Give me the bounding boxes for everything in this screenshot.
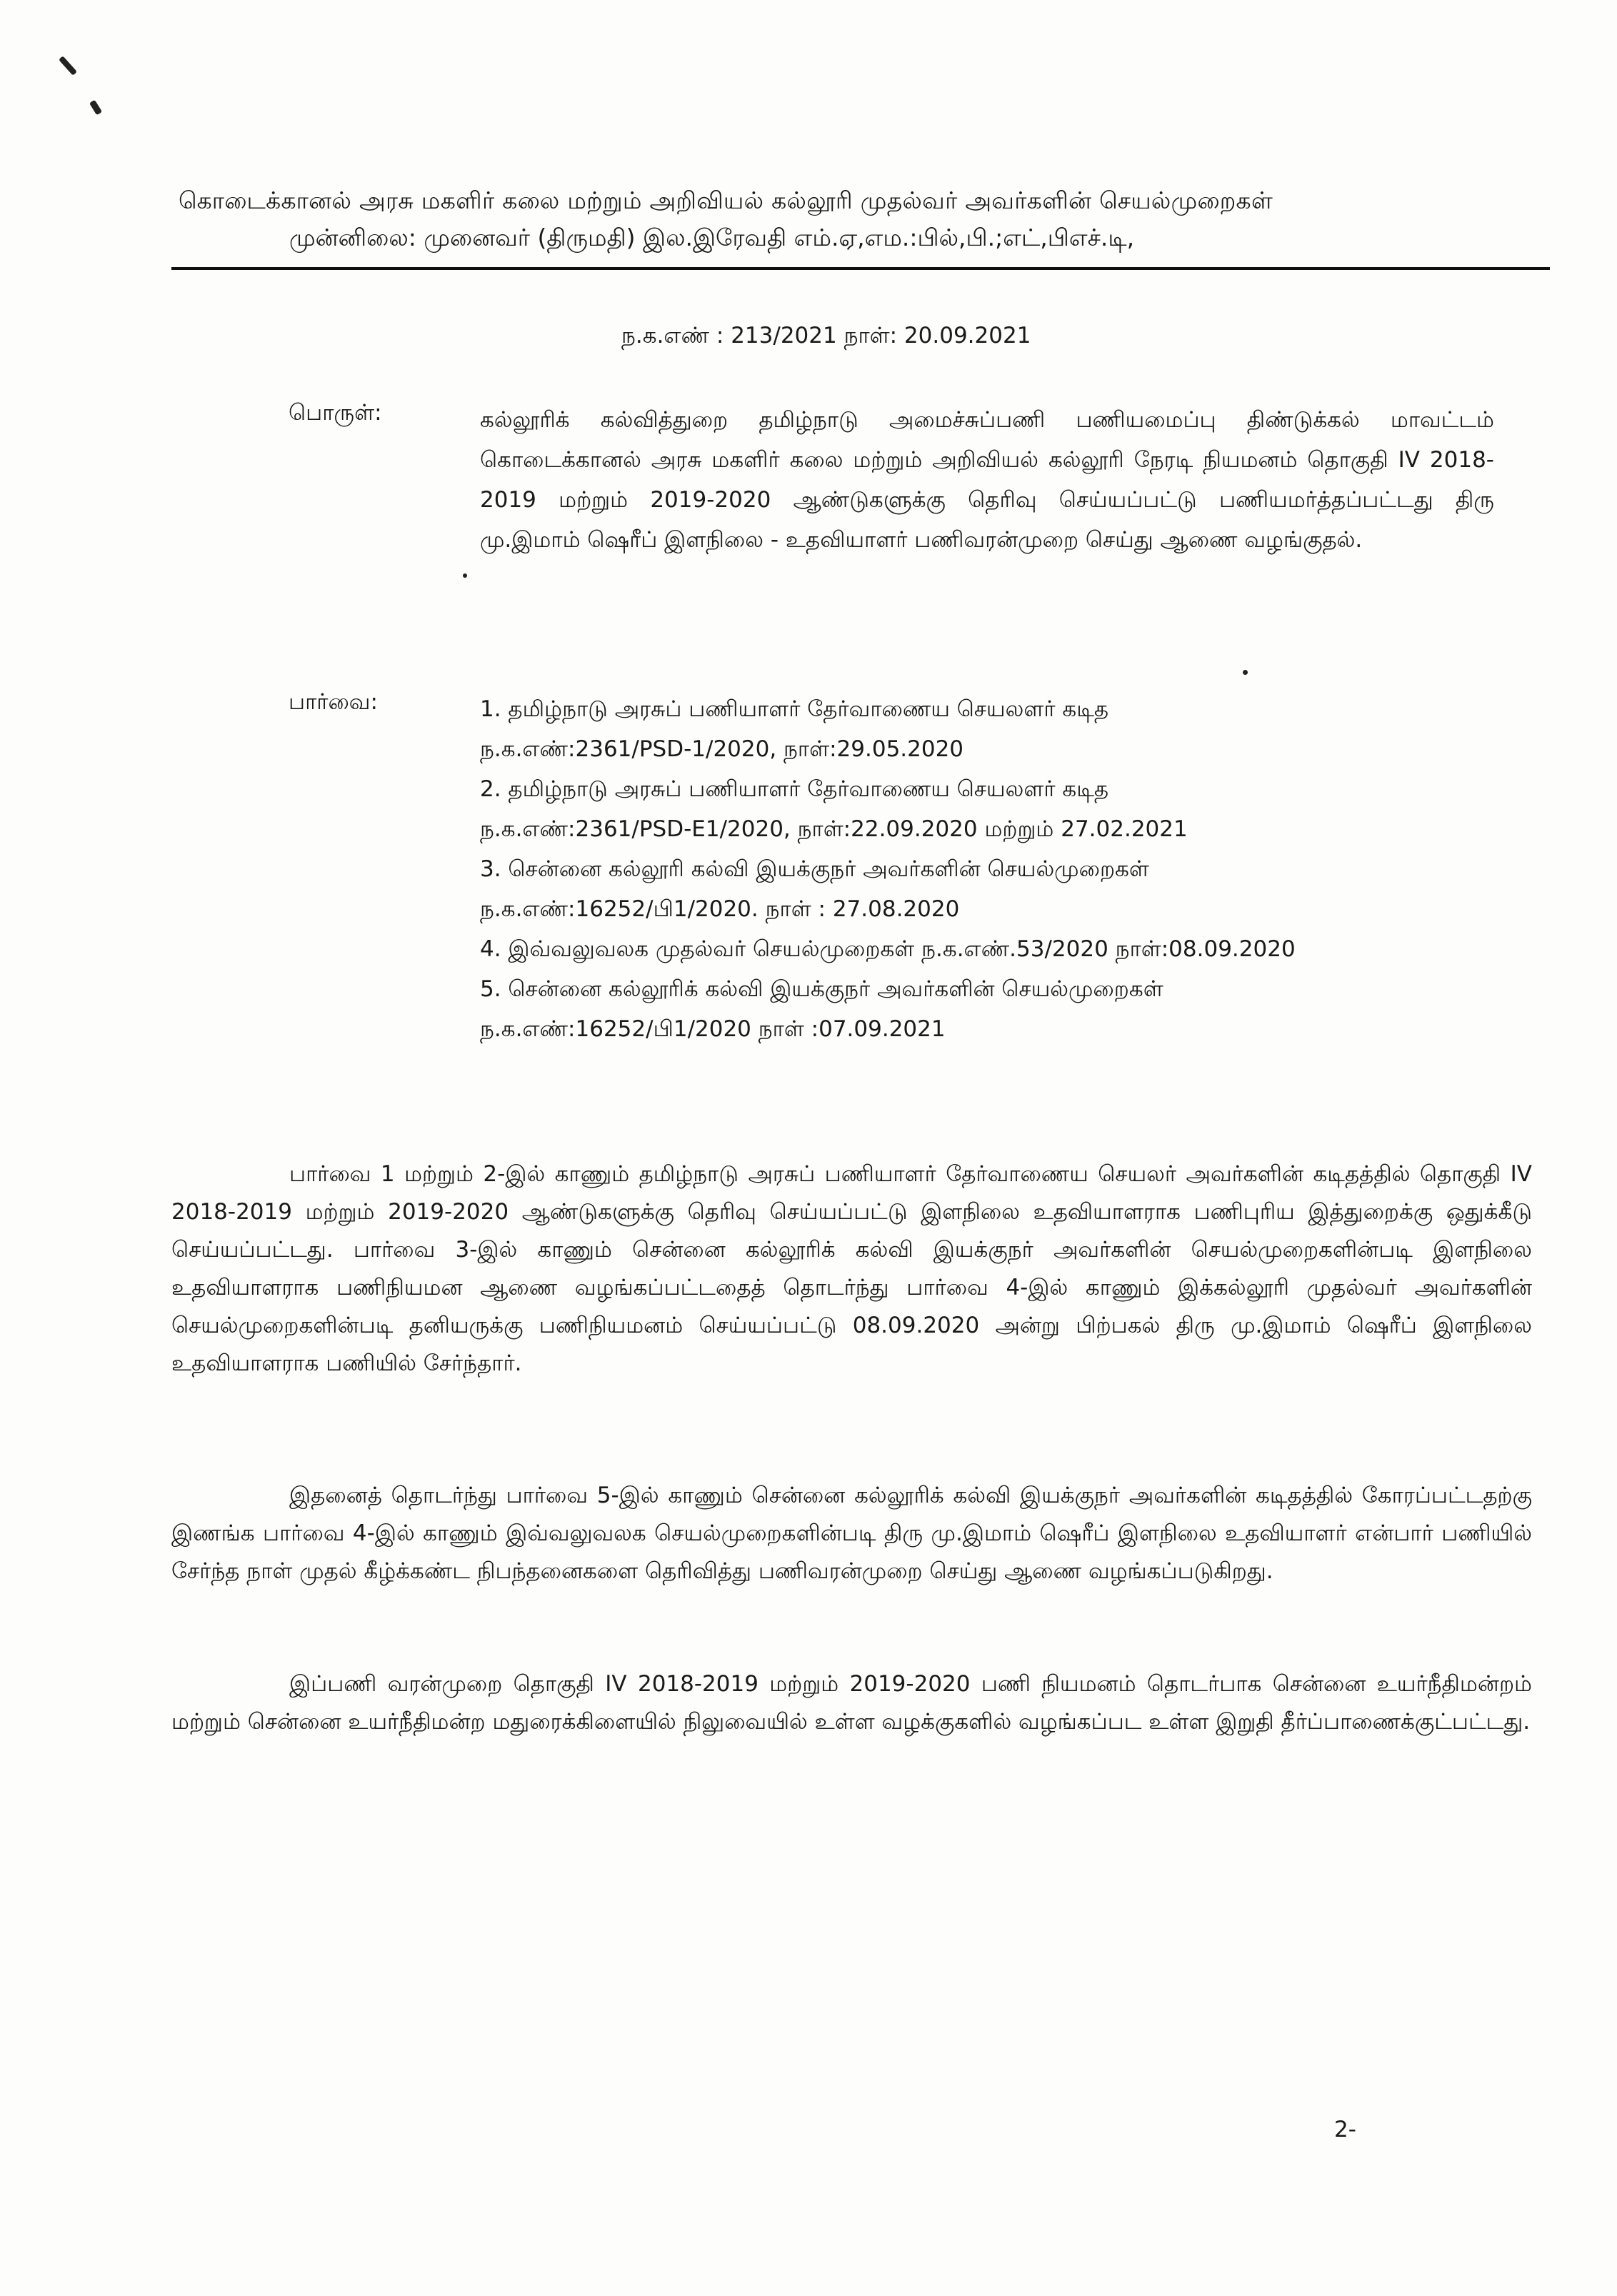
reference-line: ந.க.எண்:16252/பி1/2020 நாள் :07.09.2021 (480, 1016, 946, 1042)
reference-line: 5. சென்னை கல்லூரிக் கல்வி இயக்குநர் அவர்களின் செயல்முறைகள் (480, 976, 1163, 1002)
body-paragraph-1 (171, 1155, 1532, 1383)
paragraph-text: இப்பணி வரன்முறை தொகுதி IV 2018-2019 மற்றும் 2019-2020 பணி நியமனம் தொடர்பாக சென்னை உயர்நீதிமன்றம் மற்றும் சென்னை உயர்நீதிமன்ற மதுரைக்கிளையில் நிலுவையில் உள்ள வழக்குகளில் வழங்கப்பட உள்ள இறுதி தீர்ப்பாணைக்குட்பட்டது. (171, 1671, 1532, 1735)
body-paragraph-2 (171, 1477, 1532, 1590)
references-list (480, 689, 1508, 1049)
reference-line: ந.க.எண்:16252/பி1/2020. நாள் : 27.08.2020 (480, 896, 960, 922)
reference-line: 2. தமிழ்நாடு அரசுப் பணியாளர் தேர்வாணைய செயலளர் கடித (480, 776, 1109, 802)
reference-line: 1. தமிழ்நாடு அரசுப் பணியாளர் தேர்வாணைய செயலளர் கடித (480, 696, 1109, 722)
paragraph-text: இதனைத் தொடர்ந்து பார்வை 5-இல் காணும் சென்னை கல்லூரிக் கல்வி இயக்குநர் அவர்களின் கடிதத்தில் கோரப்பட்டதற்கு இணங்க பார்வை 4-இல் காணும் இவ்வலுவலக செயல்முறைகளின்படி திரு மு.இமாம் ஷெரீப் இளநிலை உதவியாளர் என்பார் பணியில் சேர்ந்த நாள் முதல் கீழ்க்கண்ட நிபந்தனைகளை தெரிவித்து பணிவரன்முறை செய்து ஆணை வழங்கப்படுகிறது. (171, 1483, 1532, 1584)
scan-mark (59, 56, 77, 76)
references-label: பார்வை: (289, 689, 378, 715)
reference-line: ந.க.எண்:2361/PSD-E1/2020, நாள்:22.09.2020 மற்றும் 27.02.2021 (480, 816, 1188, 842)
scan-mark (463, 573, 467, 578)
reference-number: ந.க.எண் : 213/2021 நாள்: 20.09.2021 (621, 323, 1031, 349)
reference-line: ந.க.எண்:2361/PSD-1/2020, நாள்:29.05.2020 (480, 736, 964, 762)
subject-label: பொருள்: (289, 400, 382, 426)
page-number: 2- (1334, 2117, 1356, 2142)
scan-mark (89, 100, 102, 116)
subject-text: கல்லூரிக் கல்வித்துறை தமிழ்நாடு அமைச்சுப்பணி பணியமைப்பு திண்டுக்கல் மாவட்டம் கொடைக்கானல் அரசு மகளிர் கலை மற்றும் அறிவியல் கல்லூரி நேரடி நியமனம் தொகுதி IV 2018-2019 மற்றும் 2019-2020 ஆண்டுகளுக்கு தெரிவு செய்யப்பட்டு பணியமர்த்தப்பட்டது திரு மு.இமாம் ஷெரீப் இளநிலை - உதவியாளர் பணிவரன்முறை செய்து ஆணை வழங்குதல். (480, 407, 1494, 553)
header-divider (171, 267, 1550, 270)
scan-mark (1243, 670, 1248, 675)
header-title: கொடைக்கானல் அரசு மகளிர் கலை மற்றும் அறிவியல் கல்லூரி முதல்வர் அவர்களின் செயல்முறைகள் (179, 186, 1273, 214)
reference-line: 4. இவ்வலுவலக முதல்வர் செயல்முறைகள் ந.க.எண்.53/2020 நாள்:08.09.2020 (480, 936, 1296, 962)
header-presence: முன்னிலை: முனைவர் (திருமதி) இல.இரேவதி எம்.ஏ,எம.:பில்,பி.;எட்,பிஎச்.டி, (289, 224, 1135, 251)
paragraph-text: பார்வை 1 மற்றும் 2-இல் காணும் தமிழ்நாடு அரசுப் பணியாளர் தேர்வாணைய செயலர் அவர்களின் கடிதத்தில் தொகுதி IV 2018-2019 மற்றும் 2019-2020 ஆண்டுகளுக்கு தெரிவு செய்யப்பட்டு இளநிலை உதவியாளராக பணிபுரிய இத்துறைக்கு ஒதுக்கீடு செய்யப்பட்டது. பார்வை 3-இல் காணும் சென்னை கல்லூரிக் கல்வி இயக்குநர் அவர்களின் செயல்முறைகளின்படி இளநிலை உதவியாளராக பணிநியமன ஆணை வழங்கப்பட்டதைத் தொடர்ந்து பார்வை 4-இல் காணும் இக்கல்லூரி முதல்வர் அவர்களின் செயல்முறைகளின்படி தனியருக்கு பணிநியமனம் செய்யப்பட்டு 08.09.2020 அன்று பிற்பகல் திரு மு.இமாம் ஷெரீப் இளநிலை உதவியாளராக பணியில் சேர்ந்தார். (171, 1161, 1532, 1376)
letter-header (179, 182, 1550, 256)
reference-line: 3. சென்னை கல்லூரி கல்வி இயக்குநர் அவர்களின் செயல்முறைகள் (480, 856, 1149, 882)
body-paragraph-3 (171, 1665, 1532, 1741)
